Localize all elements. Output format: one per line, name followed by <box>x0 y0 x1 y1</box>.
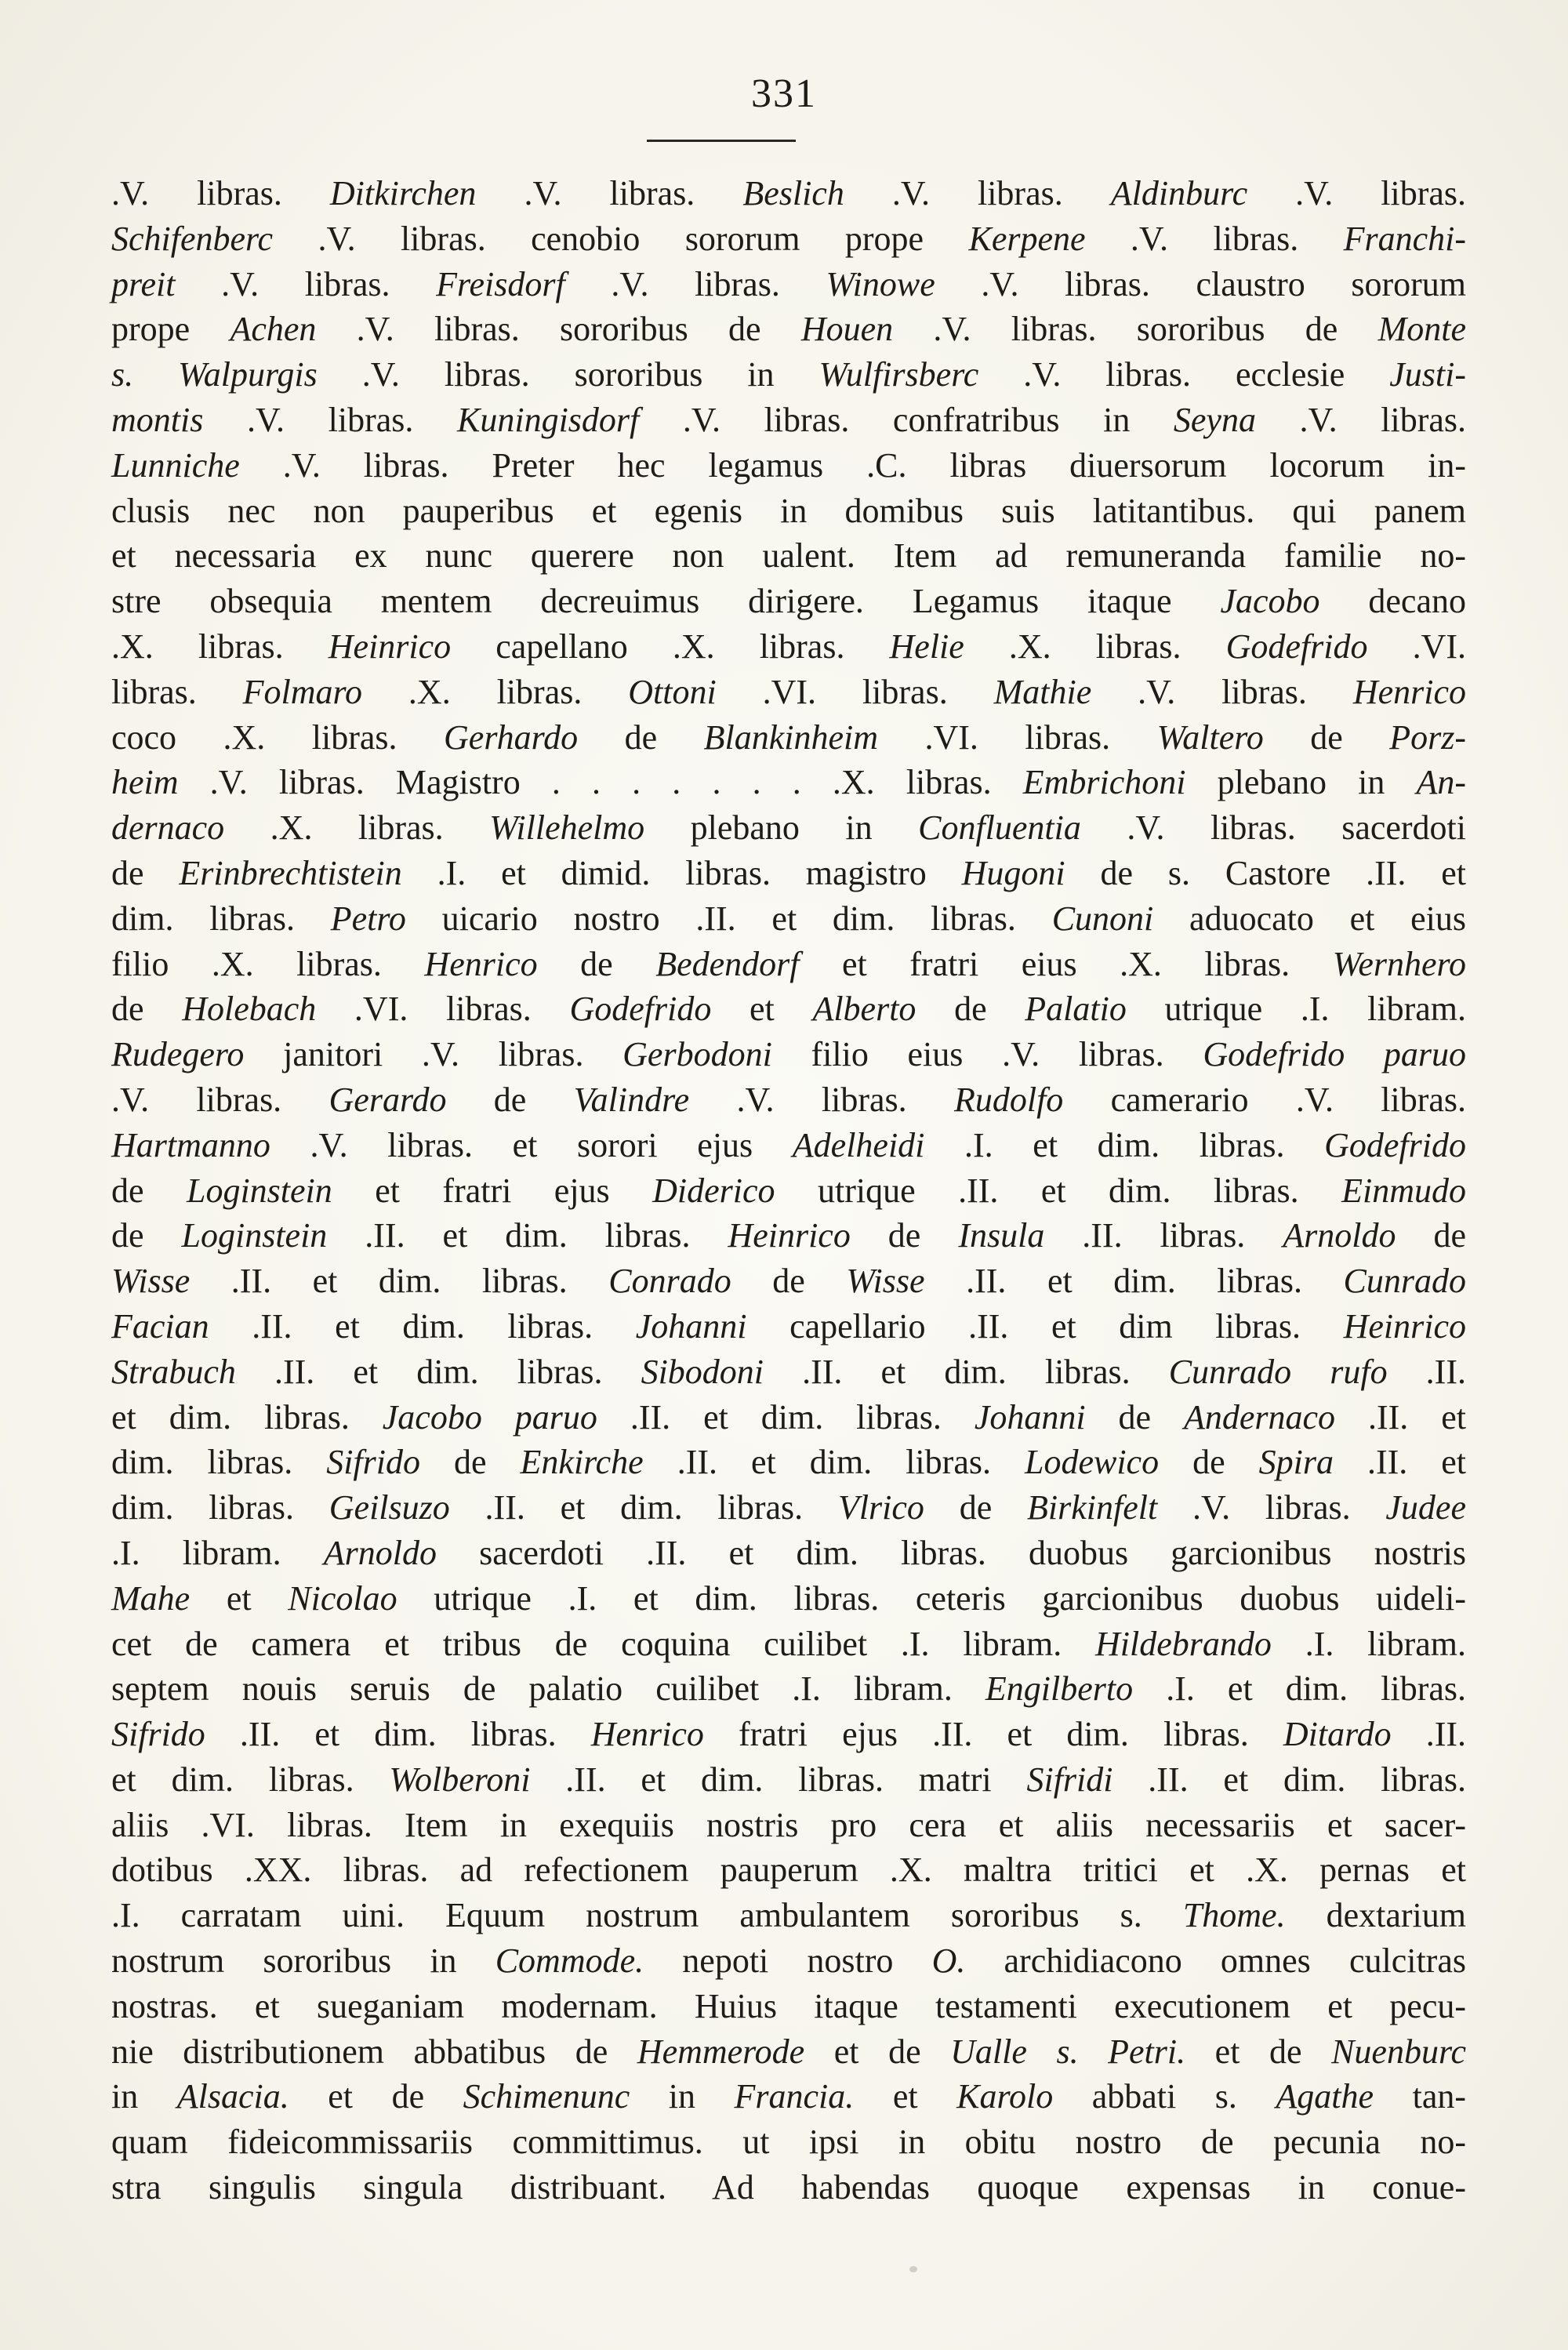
text-run: utrique .II. et dim. libras. <box>775 1171 1342 1210</box>
italic-name: Vlrico <box>837 1488 924 1527</box>
text-run: de <box>850 1216 959 1255</box>
italic-name: Monte <box>1377 310 1466 349</box>
italic-name: Cunrado <box>1343 1262 1467 1301</box>
text-run: aduocato et eius <box>1153 899 1467 938</box>
italic-name: Hemmerode <box>637 2032 805 2071</box>
text-run: aliis .VI. libras. Item in exequiis nostris pro cera et aliis necessariis et sacer- <box>111 1805 1466 1844</box>
italic-name: Karolo <box>956 2077 1054 2116</box>
text-run: dotibus .XX. libras. ad refectionem pauperum .X. maltra tritici et .X. pernas et <box>111 1851 1466 1890</box>
text-line <box>111 1847 1466 1893</box>
text-run: de <box>111 1216 182 1255</box>
italic-name: dernaco <box>111 808 225 848</box>
italic-name: preit <box>111 264 176 303</box>
italic-name: Confluentia <box>918 808 1081 848</box>
text-run: .II. et dim. libras. <box>235 1352 641 1391</box>
italic-name: Cunoni <box>1051 899 1154 938</box>
text-line <box>111 1168 1466 1214</box>
text-run: .VI. libras. <box>316 990 570 1029</box>
text-run: de <box>924 1488 1028 1527</box>
italic-name: Sibodoni <box>641 1352 764 1391</box>
text-line <box>111 2165 1466 2210</box>
italic-name: Erinbrechtistein <box>179 853 402 892</box>
italic-name: Valindre <box>573 1080 690 1119</box>
italic-name: Sifrido <box>111 1715 205 1754</box>
italic-name: Waltero <box>1156 717 1264 757</box>
text-run: .V. libras. sororibus in <box>317 355 819 394</box>
text-run: et dim. libras. <box>111 1760 390 1799</box>
italic-name: Arnoldo <box>323 1533 437 1572</box>
italic-name: Ditardo <box>1283 1715 1392 1754</box>
text-run: prope <box>111 310 230 349</box>
italic-name: Conrado <box>608 1262 731 1301</box>
italic-name: Godefrido <box>1324 1125 1467 1164</box>
italic-name: Diderico <box>652 1171 775 1210</box>
italic-name: Henrico <box>590 1715 704 1754</box>
text-run: et de <box>1185 2032 1332 2071</box>
italic-name: Henrico <box>424 944 538 983</box>
text-run: nepoti nostro <box>644 1941 932 1981</box>
italic-name: Wernhero <box>1332 944 1466 983</box>
italic-name: Wulfirsberc <box>818 355 979 394</box>
text-line <box>111 489 1466 534</box>
italic-name: Birkinfelt <box>1027 1488 1158 1527</box>
italic-name: Lodewico <box>1024 1443 1160 1482</box>
text-line <box>111 1032 1466 1077</box>
text-run: .I. libram. <box>111 1533 324 1572</box>
text-line <box>111 1213 1466 1259</box>
italic-name: Heinrico <box>328 627 452 666</box>
text-run: dim. libras. <box>111 1488 329 1527</box>
italic-name: Einmudo <box>1341 1171 1466 1210</box>
italic-name: s. Walpurgis <box>111 355 318 394</box>
text-line <box>111 1077 1466 1123</box>
italic-name: Gerardo <box>328 1080 447 1119</box>
text-run: .II. et dim. libras. <box>643 1443 1025 1482</box>
text-run: de <box>446 1080 574 1119</box>
italic-name: Mathie <box>993 672 1092 711</box>
italic-name: Winowe <box>826 264 935 303</box>
text-run: .V. libras. <box>111 174 330 212</box>
text-run: et de <box>289 2077 463 2116</box>
text-line <box>111 1757 1466 1803</box>
text-line <box>111 805 1466 851</box>
text-run: .V. libras. <box>844 174 1111 212</box>
text-line <box>111 1395 1466 1440</box>
text-run: .II. et dim. libras. <box>327 1216 728 1255</box>
text-run: sacerdoti .II. et dim. libras. duobus garcionibus nostris <box>437 1533 1466 1572</box>
text-run: .II. et dim. libras. <box>205 1715 591 1754</box>
italic-name: Petro <box>330 899 406 938</box>
italic-name: heim <box>111 763 179 802</box>
italic-name: Hildebrando <box>1095 1624 1272 1663</box>
text-run: utrique .I. libram. <box>1126 990 1467 1029</box>
text-line <box>111 171 1466 216</box>
italic-name: Loginstein <box>181 1216 328 1255</box>
text-line <box>111 1666 1466 1712</box>
italic-name: Johanni <box>635 1306 747 1346</box>
text-run: utrique .I. et dim. libras. ceteris garcionibus duobus uideli- <box>397 1578 1466 1618</box>
italic-name: Godefrido paruo <box>1203 1035 1467 1074</box>
text-line <box>111 1893 1466 1938</box>
text-run: .V. libras. ecclesie <box>978 355 1390 394</box>
text-run: .II. et dim. libras. <box>924 1262 1344 1301</box>
italic-name: Justi- <box>1389 355 1466 394</box>
italic-name: Palatio <box>1025 990 1127 1029</box>
text-run: .I. carratam uini. Equum nostrum ambulantem sororibus s. <box>111 1896 1183 1935</box>
italic-name: Porz- <box>1389 717 1467 757</box>
text-run: .VI. <box>1367 627 1467 666</box>
italic-name: Blankinheim <box>703 717 879 757</box>
italic-name: Ditkirchen <box>329 174 477 212</box>
text-run: plebano in <box>644 808 919 848</box>
text-line <box>111 1622 1466 1667</box>
text-run: de s. Castore .II. et <box>1065 853 1467 892</box>
italic-name: Heinrico <box>1343 1306 1466 1346</box>
text-run: .V. libras. <box>175 264 437 303</box>
text-line <box>111 624 1466 670</box>
italic-name: Aldinburc <box>1110 174 1248 212</box>
text-run: et fratri ejus <box>332 1171 653 1210</box>
text-run: .V. libras. <box>1255 400 1467 439</box>
italic-name: Enkirche <box>520 1443 644 1482</box>
text-run: fratri ejus .II. et dim. libras. <box>703 1715 1283 1754</box>
text-line <box>111 2029 1466 2075</box>
text-run: .X. libras. <box>362 672 629 711</box>
text-run: et <box>711 990 813 1029</box>
italic-name: Insula <box>958 1216 1045 1255</box>
text-run: .X. libras. <box>964 627 1226 666</box>
italic-name: Schifenberc <box>111 219 274 258</box>
text-run: camerario .V. libras. <box>1063 1080 1467 1119</box>
text-run: filio .X. libras. <box>111 944 425 983</box>
text-line <box>111 1576 1466 1622</box>
text-line <box>111 2119 1466 2165</box>
italic-name: Alberto <box>812 990 916 1029</box>
text-run: .II. et dim. libras. <box>597 1397 975 1437</box>
text-line <box>111 670 1466 715</box>
text-line <box>111 1984 1466 2029</box>
italic-name: Commode. <box>495 1941 644 1981</box>
text-line <box>111 352 1466 398</box>
italic-name: Godefrido <box>569 990 712 1029</box>
text-run: janitori .V. libras. <box>244 1035 623 1074</box>
italic-name: Henrico <box>1352 672 1466 711</box>
text-run: .V. libras. <box>1091 672 1353 711</box>
text-run: .V. libras. <box>1085 219 1344 258</box>
text-run: et <box>854 2077 957 2116</box>
text-run: clusis nec non pauperibus et egenis in domibus suis latitantibus. qui panem <box>111 491 1466 530</box>
italic-name: Nicolao <box>288 1578 397 1618</box>
text-run: .V. libras. <box>203 400 457 439</box>
text-run: capellano .X. libras. <box>451 627 890 666</box>
italic-name: Wolberoni <box>389 1760 531 1799</box>
italic-name: Wisse <box>111 1262 191 1301</box>
text-run: dim. libras. <box>111 1443 327 1482</box>
italic-name: Loginstein <box>186 1171 332 1210</box>
italic-name: Sifrido <box>326 1443 420 1482</box>
italic-name: Engilberto <box>985 1669 1134 1709</box>
italic-name: Arnoldo <box>1283 1216 1396 1255</box>
text-line <box>111 307 1466 352</box>
text-run: quam fideicommissariis committimus. ut ipsi in obitu nostro de pecunia no- <box>111 2123 1466 2162</box>
italic-name: Judee <box>1385 1488 1466 1527</box>
text-run: decano <box>1319 582 1466 621</box>
text-line <box>111 896 1466 942</box>
italic-name: Strabuch <box>111 1352 236 1391</box>
italic-name: Nuenburc <box>1331 2032 1466 2071</box>
text-run: de <box>1263 717 1390 757</box>
text-run: de <box>111 1171 187 1210</box>
text-line <box>111 1712 1466 1757</box>
italic-name: Agathe <box>1276 2077 1374 2116</box>
italic-name: Folmaro <box>242 672 363 711</box>
italic-name: Helie <box>889 627 964 666</box>
italic-name: Spira <box>1258 1443 1334 1482</box>
italic-name: Alsacia. <box>176 2077 289 2116</box>
text-run: de <box>1159 1443 1259 1482</box>
text-run: et fratri eius .X. libras. <box>799 944 1333 983</box>
italic-name: Hugoni <box>961 853 1065 892</box>
text-line <box>111 942 1466 987</box>
italic-name: Sifridi <box>1026 1760 1113 1799</box>
italic-name: Jacobo paruo <box>382 1397 597 1437</box>
italic-name: Kuningisdorf <box>457 400 640 439</box>
text-run: coco .X. libras. <box>111 717 445 757</box>
text-run: .II. et dim. libras. <box>1112 1760 1466 1799</box>
italic-name: Bedendorf <box>655 944 800 983</box>
text-run: .V. libras. <box>1247 174 1466 212</box>
italic-name: Cunrado rufo <box>1168 1352 1388 1391</box>
italic-name: Godefrido <box>1225 627 1368 666</box>
italic-name: Wisse <box>846 1262 925 1301</box>
text-run: de <box>1396 1216 1467 1255</box>
text-run: dextarium <box>1285 1896 1466 1935</box>
text-line <box>111 1803 1466 1848</box>
text-run: .V. libras. sacerdoti <box>1080 808 1467 848</box>
text-run: .V. libras. Preter hec legamus .C. libras diuersorum locorum in- <box>239 445 1466 485</box>
italic-name: Geilsuzo <box>328 1488 450 1527</box>
text-line <box>111 1485 1466 1531</box>
text-run: .II. et dim. libras. <box>764 1352 1169 1391</box>
italic-name: Thome. <box>1182 1896 1286 1935</box>
italic-name: Houen <box>800 310 894 349</box>
text-run: cet de camera et tribus de coquina cuilibet .I. libram. <box>111 1624 1096 1663</box>
italic-name: Francia. <box>734 2077 855 2116</box>
text-run: .VI. libras. <box>878 717 1157 757</box>
italic-name: Embrichoni <box>1022 763 1186 802</box>
italic-name: Franchi- <box>1343 219 1467 258</box>
text-run: stra singulis singula distribuant. Ad habendas quoque expensas in conue- <box>111 2168 1466 2207</box>
text-run: et <box>190 1578 289 1618</box>
italic-name: Beslich <box>742 174 844 212</box>
italic-name: Heinrico <box>728 1216 851 1255</box>
italic-name: Schimenunc <box>463 2077 630 2116</box>
text-run: tan- <box>1374 2077 1466 2116</box>
text-line <box>111 398 1466 443</box>
text-line <box>111 1304 1466 1349</box>
text-run: .II. et dim. libras. <box>190 1262 609 1301</box>
text-run: in <box>111 2077 177 2116</box>
text-run: .I. libram. <box>1271 1624 1467 1663</box>
page-number: 331 <box>751 71 817 116</box>
text-run: de <box>1085 1397 1184 1437</box>
text-run: de <box>916 990 1025 1029</box>
italic-name: Holebach <box>182 990 317 1029</box>
text-line <box>111 851 1466 896</box>
text-line <box>111 216 1466 262</box>
text-run: .V. libras. <box>111 1080 329 1119</box>
text-run: .V. libras. <box>689 1080 954 1119</box>
text-line <box>111 715 1466 761</box>
italic-name: Gerhardo <box>444 717 579 757</box>
text-run: .I. et dim. libras. <box>1133 1669 1467 1709</box>
text-run: et de <box>804 2032 951 2071</box>
text-line <box>111 1440 1466 1485</box>
italic-name: Freisdorf <box>436 264 565 303</box>
italic-name: Mahe <box>111 1578 191 1618</box>
text-run: de <box>731 1262 847 1301</box>
text-run: in <box>630 2077 735 2116</box>
italic-name: Seyna <box>1173 400 1256 439</box>
text-run: .V. libras. claustro sororum <box>935 264 1466 303</box>
text-run: de <box>537 944 656 983</box>
text-run: septem nouis seruis de palatio cuilibet .I. libram. <box>111 1669 985 1709</box>
text-line <box>111 1259 1466 1304</box>
text-line <box>111 760 1466 805</box>
italic-name: Rudolfo <box>953 1080 1064 1119</box>
text-run: et dim. libras. <box>111 1397 383 1437</box>
text-run: uicario nostro .II. et dim. libras. <box>405 899 1052 938</box>
text-run: .V. libras. <box>564 264 826 303</box>
text-run: .I. et dimid. libras. magistro <box>401 853 962 892</box>
text-run: .V. libras. sororibus de <box>316 310 801 349</box>
italic-name: Willehelmo <box>489 808 645 848</box>
text-run: .II. et dim. libras. matri <box>530 1760 1027 1799</box>
text-line <box>111 1531 1466 1576</box>
italic-name: Johanni <box>974 1397 1086 1437</box>
ink-speck <box>909 2266 917 2272</box>
text-run: de <box>111 990 183 1029</box>
text-line <box>111 579 1466 624</box>
text-run: .V. libras. confratribus in <box>639 400 1174 439</box>
text-run: archidiacono omnes culcitras <box>965 1941 1466 1981</box>
italic-name: Facian <box>111 1306 209 1346</box>
text-run: .II. et <box>1333 1443 1467 1482</box>
text-run: .II. et <box>1335 1397 1466 1437</box>
text-line <box>111 443 1466 489</box>
text-run: .II. et dim. libras. <box>209 1306 636 1346</box>
text-run: .II. libras. <box>1044 1216 1283 1255</box>
text-run: .II. <box>1391 1715 1467 1754</box>
text-run: dim. libras. <box>111 899 331 938</box>
text-run: de <box>111 853 180 892</box>
body-text <box>111 171 1466 2210</box>
italic-name: Andernaco <box>1184 1397 1336 1437</box>
text-run: .V. libras. Magistro . . . . . . . .X. libras. <box>178 763 1023 802</box>
text-run: .X. libras. <box>111 627 328 666</box>
text-run: nie distributionem abbatibus de <box>111 2032 637 2071</box>
italic-name: Kerpene <box>968 219 1086 258</box>
text-run: .V. libras. <box>476 174 743 212</box>
italic-name: An- <box>1416 763 1467 802</box>
italic-name: Hartmanno <box>111 1125 270 1164</box>
italic-name: Rudegero <box>111 1035 245 1074</box>
text-line <box>111 262 1466 307</box>
italic-name: Ualle s. Petri. <box>950 2032 1186 2071</box>
text-line <box>111 2074 1466 2119</box>
text-run: .V. libras. <box>1157 1488 1386 1527</box>
page-number-rule <box>647 140 796 142</box>
text-line <box>111 1349 1466 1395</box>
text-run: plebano in <box>1185 763 1417 802</box>
text-run: nostrum sororibus in <box>111 1941 495 1981</box>
italic-name: Jacobo <box>1220 582 1320 621</box>
text-run: libras. <box>111 672 243 711</box>
text-run: de <box>578 717 704 757</box>
text-run: et necessaria ex nunc querere non ualent. Item ad remuneranda familie no- <box>111 536 1466 576</box>
text-run: .X. libras. <box>224 808 490 848</box>
text-line <box>111 1938 1466 1984</box>
italic-name: Achen <box>230 310 317 349</box>
italic-name: Gerbodoni <box>622 1035 772 1074</box>
text-run: stre obsequia mentem decreuimus dirigere. Legamus itaque <box>111 582 1221 621</box>
text-run: .V. libras. cenobio sororum prope <box>273 219 969 258</box>
text-run: .VI. libras. <box>716 672 994 711</box>
italic-name: Lunniche <box>111 445 240 485</box>
text-run: .II. <box>1387 1352 1466 1391</box>
italic-name: O. <box>931 1941 966 1981</box>
text-run: abbati s. <box>1053 2077 1276 2116</box>
text-run: filio eius .V. libras. <box>771 1035 1203 1074</box>
text-line <box>111 533 1466 579</box>
text-run: capellario .II. et dim libras. <box>746 1306 1344 1346</box>
italic-name: Ottoni <box>628 672 717 711</box>
text-run: .I. et dim. libras. <box>924 1125 1325 1164</box>
text-line <box>111 986 1466 1032</box>
text-run: .V. libras. sororibus de <box>893 310 1378 349</box>
text-line <box>111 1123 1466 1168</box>
italic-name: montis <box>111 400 204 439</box>
text-run: .V. libras. et sorori ejus <box>270 1125 793 1164</box>
text-run: de <box>420 1443 521 1482</box>
italic-name: Adelheidi <box>792 1125 925 1164</box>
text-run: .II. et dim. libras. <box>449 1488 838 1527</box>
text-run: nostras. et sueganiam modernam. Huius itaque testamenti executionem et pecu- <box>111 1986 1466 2025</box>
